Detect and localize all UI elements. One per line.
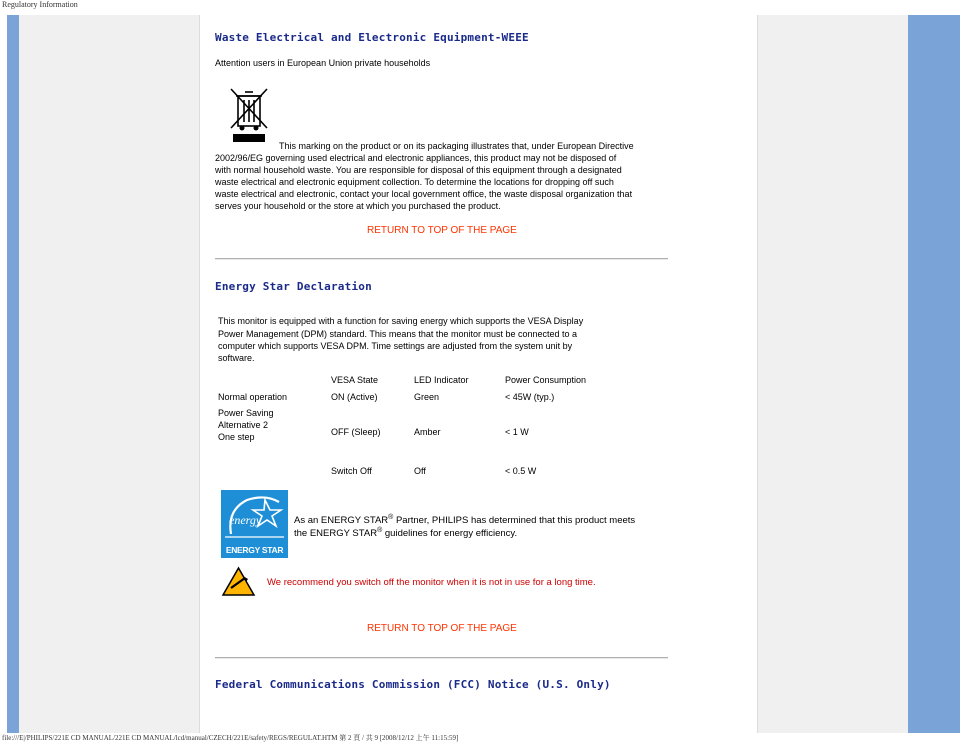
- table-cell-led: Off: [414, 466, 426, 476]
- table-cell-state: ON (Active): [331, 392, 378, 402]
- table-cell-power: < 45W (typ.): [505, 392, 555, 402]
- weee-line-2: 2002/96/EG governing used electrical and electronic appliances, this product may not be disposed of: [215, 153, 617, 163]
- registered-mark: ®: [388, 514, 394, 521]
- weee-attention: Attention users in European Union private households: [215, 58, 431, 68]
- energy-line-3: computer which supports VESA DPM. Time settings are adjusted from the system unit by: [218, 341, 573, 351]
- section-divider: [215, 258, 668, 260]
- table-header-vesa-state: VESA State: [331, 375, 379, 385]
- left-blue-frame: [7, 15, 19, 733]
- table-cell-state: OFF (Sleep): [331, 427, 381, 437]
- file-path-footer: file:///E|/PHILIPS/221E CD MANUAL/221E CD MANUAL/lcd/manual/CZECH/221E/safety/REGS/REGULAT.HTM 第 2 頁 / 共 9 [2008/12/12 上午 11:15:59]: [2, 734, 459, 742]
- partner-text: guidelines for energy efficiency.: [382, 528, 518, 540]
- table-header-led-indicator: LED Indicator: [414, 375, 469, 385]
- weee-line-4: waste electrical and electronic equipment collection. To determine the locations for dropping off such: [215, 177, 614, 187]
- section-divider: [215, 657, 668, 659]
- weee-line-6: serves your household or the store at which you purchased the product.: [215, 201, 501, 211]
- weee-line-1: This marking on the product or on its packaging illustrates that, under European Directive: [279, 141, 634, 151]
- table-cell-mode: One step: [218, 432, 255, 442]
- partner-statement-line-2: [294, 525, 517, 540]
- table-cell-led: Amber: [414, 427, 441, 437]
- right-gray-frame: [758, 15, 908, 733]
- table-cell-power: < 1 W: [505, 427, 529, 437]
- partner-text: Partner, PHILIPS has determined that this product meets: [393, 515, 636, 527]
- svg-text:energy: energy: [229, 513, 262, 527]
- table-header-power-consumption: Power Consumption: [505, 375, 587, 385]
- energy-line-4: software.: [218, 353, 255, 363]
- registered-mark: ®: [377, 527, 383, 534]
- weee-bin-icon: [228, 86, 270, 144]
- table-cell-mode: Alternative 2: [218, 420, 269, 430]
- energy-line-2: Power Management (DPM) standard. This means that the monitor must be connected to a: [218, 329, 578, 339]
- weee-line-5: waste electrical and electronic, contact your local government office, the waste disposal organization that: [215, 189, 633, 199]
- weee-line-3: with normal household waste. You are responsible for disposal of this equipment through a designated: [215, 165, 622, 175]
- energy-star-heading: Energy Star Declaration: [215, 280, 372, 293]
- partner-text: the ENERGY STAR: [294, 528, 378, 540]
- table-cell-power: < 0.5 W: [505, 466, 537, 476]
- return-to-top-link[interactable]: RETURN TO TOP OF THE PAGE: [367, 623, 517, 634]
- warning-icon: [221, 566, 256, 598]
- table-cell-mode: Normal operation: [218, 392, 288, 402]
- energy-star-logo-text: ENERGY STAR: [225, 545, 284, 555]
- table-cell-mode: Power Saving: [218, 408, 274, 418]
- left-gray-frame: [19, 15, 199, 733]
- energy-star-logo: [221, 490, 288, 558]
- weee-heading: Waste Electrical and Electronic Equipment-WEEE: [215, 31, 529, 44]
- table-cell-led: Green: [414, 392, 440, 402]
- document-title: Regulatory Information: [2, 0, 78, 9]
- return-to-top-link[interactable]: RETURN TO TOP OF THE PAGE: [367, 225, 517, 236]
- recommendation-text: We recommend you switch off the monitor when it is not in use for a long time.: [267, 577, 596, 588]
- left-divider: [199, 15, 200, 733]
- energy-line-1: This monitor is equipped with a function for saving energy which supports the VESA Display: [218, 316, 584, 326]
- table-cell-state: Switch Off: [331, 466, 372, 476]
- right-blue-frame: [908, 15, 960, 733]
- fcc-heading: Federal Communications Commission (FCC) Notice (U.S. Only): [215, 678, 611, 691]
- partner-text: As an ENERGY STAR: [294, 515, 389, 527]
